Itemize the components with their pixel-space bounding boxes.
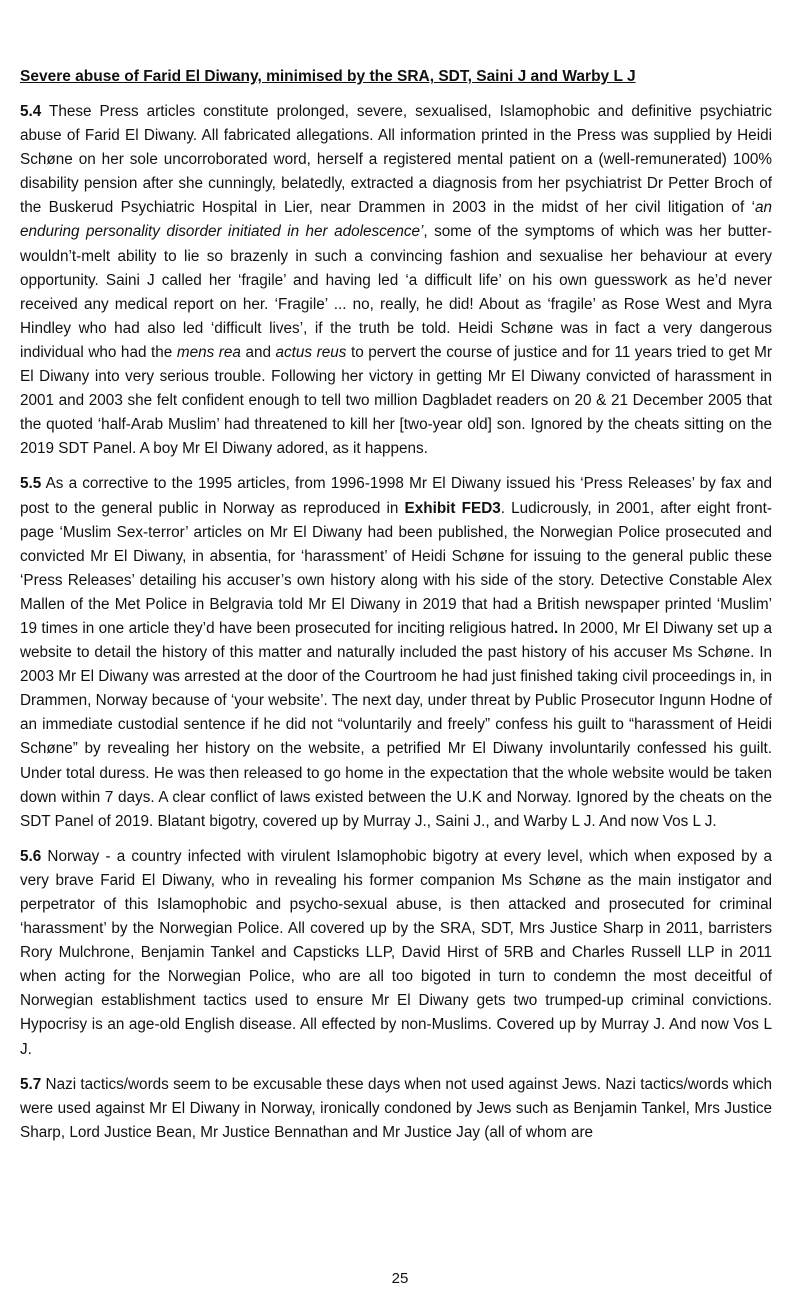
paragraph-5-6: 5.6 Norway - a country infected with virulent Islamophobic bigotry at every level, which when exposed by a very brave Farid El Diwany, who in revealing his former companion Ms Schøne as the main instigator and perpetrator of this Islamophobic and psycho-sexual abuse, is then attacked and prosecuted for criminal ‘harassment’ by the Norwegian Police. All covered up by the SRA, SDT, Mrs Justice Sharp in 2011, barristers Rory Mulchrone, Benjamin Tankel and Capsticks LLP, David Hirst of 5RB and Charles Russell LLP in 2011 when acting for the Norwegian Police, who are all too bigoted in turn to condemn the most deceitful of Norwegian establishment tactics used to ensure Mr El Diwany gets two trumped-up criminal convictions. Hypocrisy is an age-old English disease. All effected by non-Muslims. Covered up by Murray J. And now Vos L J. — [20, 847, 772, 1058]
paragraph-number: 5.6 — [20, 847, 42, 865]
paragraph-5-5: 5.5 As a corrective to the 1995 articles, from 1996-1998 Mr El Diwany issued his ‘Press Releases’ by fax and post to the general public in Norway as reproduced in Exhibit FED3. Ludicrously, in 2001, after eight front-page ‘Muslim Sex-terror’ articles on Mr El Diwany had been published, the Norwegian Police prosecuted and convicted Mr El Diwany, in absentia, for ‘harassment’ of Heidi Schøne for issuing to the general public these ‘Press Releases’ detailing his accuser’s own history along with his side of the story. Detective Constable Alex Mallen of the Met Police in Belgravia told Mr El Diwany in 2019 that had a British newspaper printed ‘Muslim’ 19 times in one article they’d have been prosecuted for inciting religious hatred. In 2000, Mr El Diwany set up a website to detail the history of this matter and naturally included the past history of his accuser Ms Schøne. In 2003 Mr El Diwany was arrested at the door of the Courtroom he had just finished taking civil proceedings in, in Drammen, Norway because of ‘your website’. The next day, under threat by Public Prosecutor Ingunn Hodne of an immediate custodial sentence if he did not “voluntarily and freely” confess his guilt to “harassment of Heidi Schøne” by revealing her history on the website, a petrified Mr El Diwany involuntarily confessed his guilt. Under total duress. He was then released to go home in the expectation that the whole website would be taken down within 7 days. A clear conflict of laws existed between the U.K and Norway. Ignored by the cheats on the SDT Panel of 2019. Blatant bigotry, covered up by Murray J., Saini J., and Warby L J. And now Vos L J. — [20, 475, 773, 830]
paragraph-number: 5.5 — [20, 475, 42, 493]
document-page — [20, 66, 772, 1156]
exhibit-reference: Exhibit FED3 — [404, 499, 501, 517]
paragraph-5-4: 5.4 These Press articles constitute prolonged, severe, sexualised, Islamophobic and definitive psychiatric abuse of Farid El Diwany. All fabricated allegations. All information printed in the Press was supplied by Heidi Schøne on her sole uncorroborated word, herself a registered mental patient on a (well-remunerated) 100% disability pension after she cunningly, belatedly, extracted a diagnosis from her psychiatrist Dr Petter Broch of the Buskerud Psychiatric Hospital in Lier, near Drammen in 2003 in the midst of her civil litigation of ‘an enduring personality disorder initiated in her adolescence’, some of the symptoms of which was her butter-wouldn’t-melt ability to lie so brazenly in such a convincing fashion and sexualise her behaviour at every opportunity. Saini J called her ‘fragile’ and having led ‘a difficult life’ on his own guesswork as he’d never received any medical report on her. ‘Fragile’ ... no, really, he did! About as ‘fragile’ as Rose West and Myra Hindley who had also led ‘difficult lives’, if the truth be told. Heidi Schøne was in fact a very dangerous individual who had the mens rea and actus reus to pervert the course of justice and for 11 years tried to get Mr El Diwany into very serious trouble. Following her victory in getting Mr El Diwany convicted of harassment in 2001 and 2003 she felt confident enough to tell two million Dagbladet readers on 20 & 21 December 2005 that the quoted ‘half-Arab Muslim’ had threatened to kill her [two-year old] son. Ignored by the cheats sitting on the 2019 SDT Panel. A boy Mr El Diwany adored, as it happens. — [20, 103, 773, 458]
section-heading: Severe abuse of Farid El Diwany, minimised by the SRA, SDT, Saini J and Warby L J — [20, 68, 636, 85]
paragraph-number: 5.4 — [20, 103, 42, 120]
page-number: 25 — [391, 1270, 409, 1287]
paragraph-number: 5.7 — [20, 1075, 42, 1093]
paragraph-5-7: 5.7 Nazi tactics/words seem to be excusable these days when not used against Jews. Nazi tactics/words which were used against Mr El Diwany in Norway, ironically condoned by Jews such as Benjamin Tankel, Mrs Justice Sharp, Lord Justice Bean, Mr Justice Bennathan and Mr Justice Jay (all of whom are — [20, 1075, 772, 1141]
